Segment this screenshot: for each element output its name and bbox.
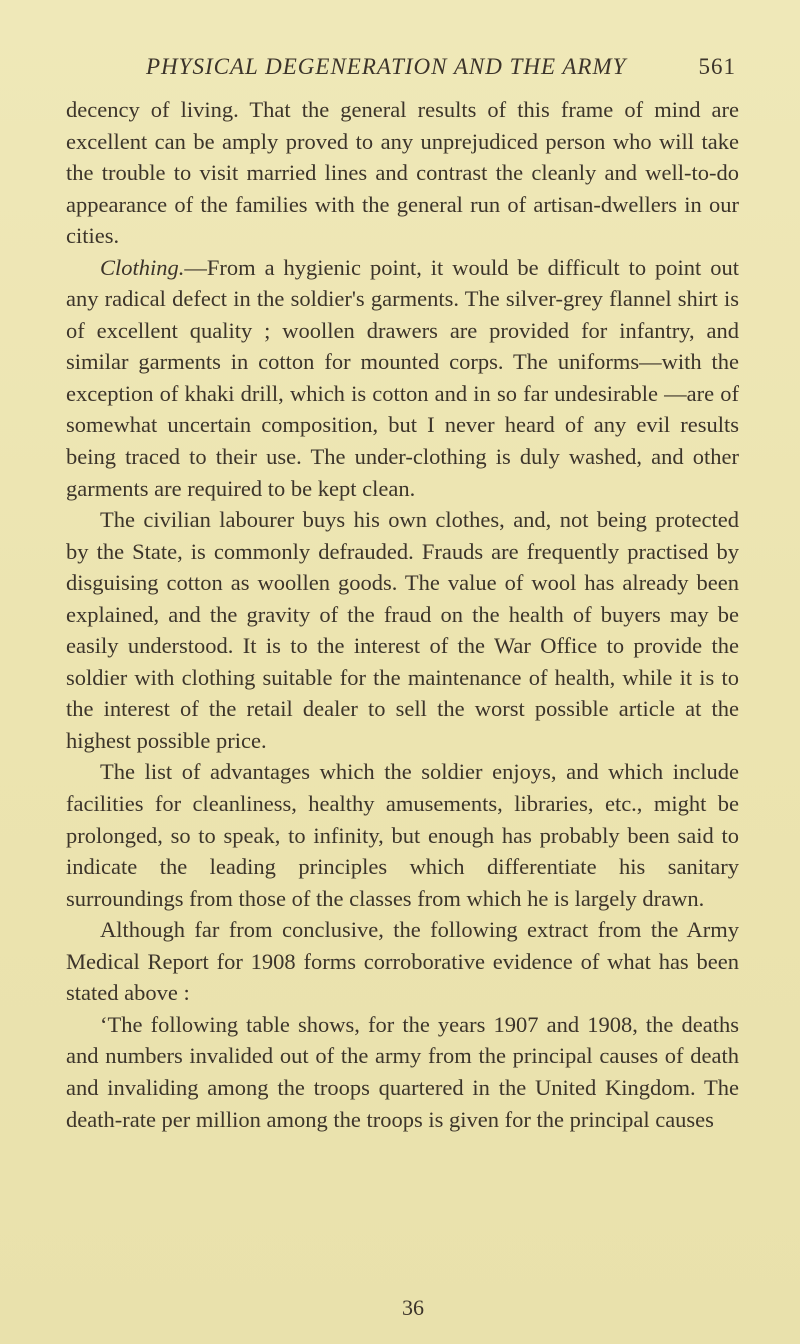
paragraph-quoted-extract [66, 1009, 739, 1135]
section-lead-clothing: Clothing. [100, 254, 185, 280]
paragraph-text: ‘The following table shows, for the years 1907 and 1908, the deaths and numbers invalided out of the army from the principal causes of death and invaliding among the troops quartered in the United Kingdom. The death-rate per million among the troops is given for the principal causes [66, 1011, 739, 1132]
page-header [146, 54, 736, 84]
signature-mark: 36 [402, 1295, 424, 1320]
paragraph-advantages [66, 756, 739, 914]
paragraph-decency [66, 94, 739, 252]
page-number: 561 [698, 54, 736, 79]
paragraph-text: —From a hygienic point, it would be difficult to point out any radical defect in the soldier's garments. The silver-grey flannel shirt is of excellent quality ; woollen drawers are provided for infantry, and similar garments in cotton for mounted corps. The uniforms—with the exception of khaki drill, which is cotton and in so far undesirable —are of somewhat uncertain composition, but I never heard of any evil results being traced to their use. The under-clothing is duly washed, and other garments are required to be kept clean. [66, 254, 739, 501]
paragraph-civilian-labourer [66, 504, 739, 756]
body-text [66, 94, 739, 1135]
paragraph-text: decency of living. That the general results of this frame of mind are excellent can be amply proved to any unprejudiced person who will take the trouble to visit married lines and contrast the cleanly and well-to-do appearance of the families with the general run of artisan-dwellers in our cities. [66, 97, 739, 249]
running-title: PHYSICAL DEGENERATION AND THE ARMY [146, 54, 627, 79]
paragraph-text: Although far from conclusive, the following extract from the Army Medical Report for 1908 forms corroborative evidence of what has been stated above : [66, 917, 739, 1006]
paragraph-clothing [66, 252, 739, 504]
paragraph-extract-intro [66, 914, 739, 1009]
paragraph-text: The list of advantages which the soldier enjoys, and which include facilities for cleanliness, healthy amusements, libraries, etc., might be prolonged, so to speak, to infinity, but enough has probably been said to indicate the leading principles which differentiate his sanitary surroundings from those of the classes from which he is largely drawn. [66, 759, 739, 911]
paragraph-text: The civilian labourer buys his own clothes, and, not being protected by the State, is commonly defrauded. Frauds are frequently practised by disguising cotton as woollen goods. The value of wool has already been explained, and the gravity of the fraud on the health of buyers may be easily understood. It is to the interest of the War Office to provide the soldier with clothing suitable for the maintenance of health, while it is to the interest of the retail dealer to sell the worst possible article at the highest possible price. [66, 507, 739, 753]
